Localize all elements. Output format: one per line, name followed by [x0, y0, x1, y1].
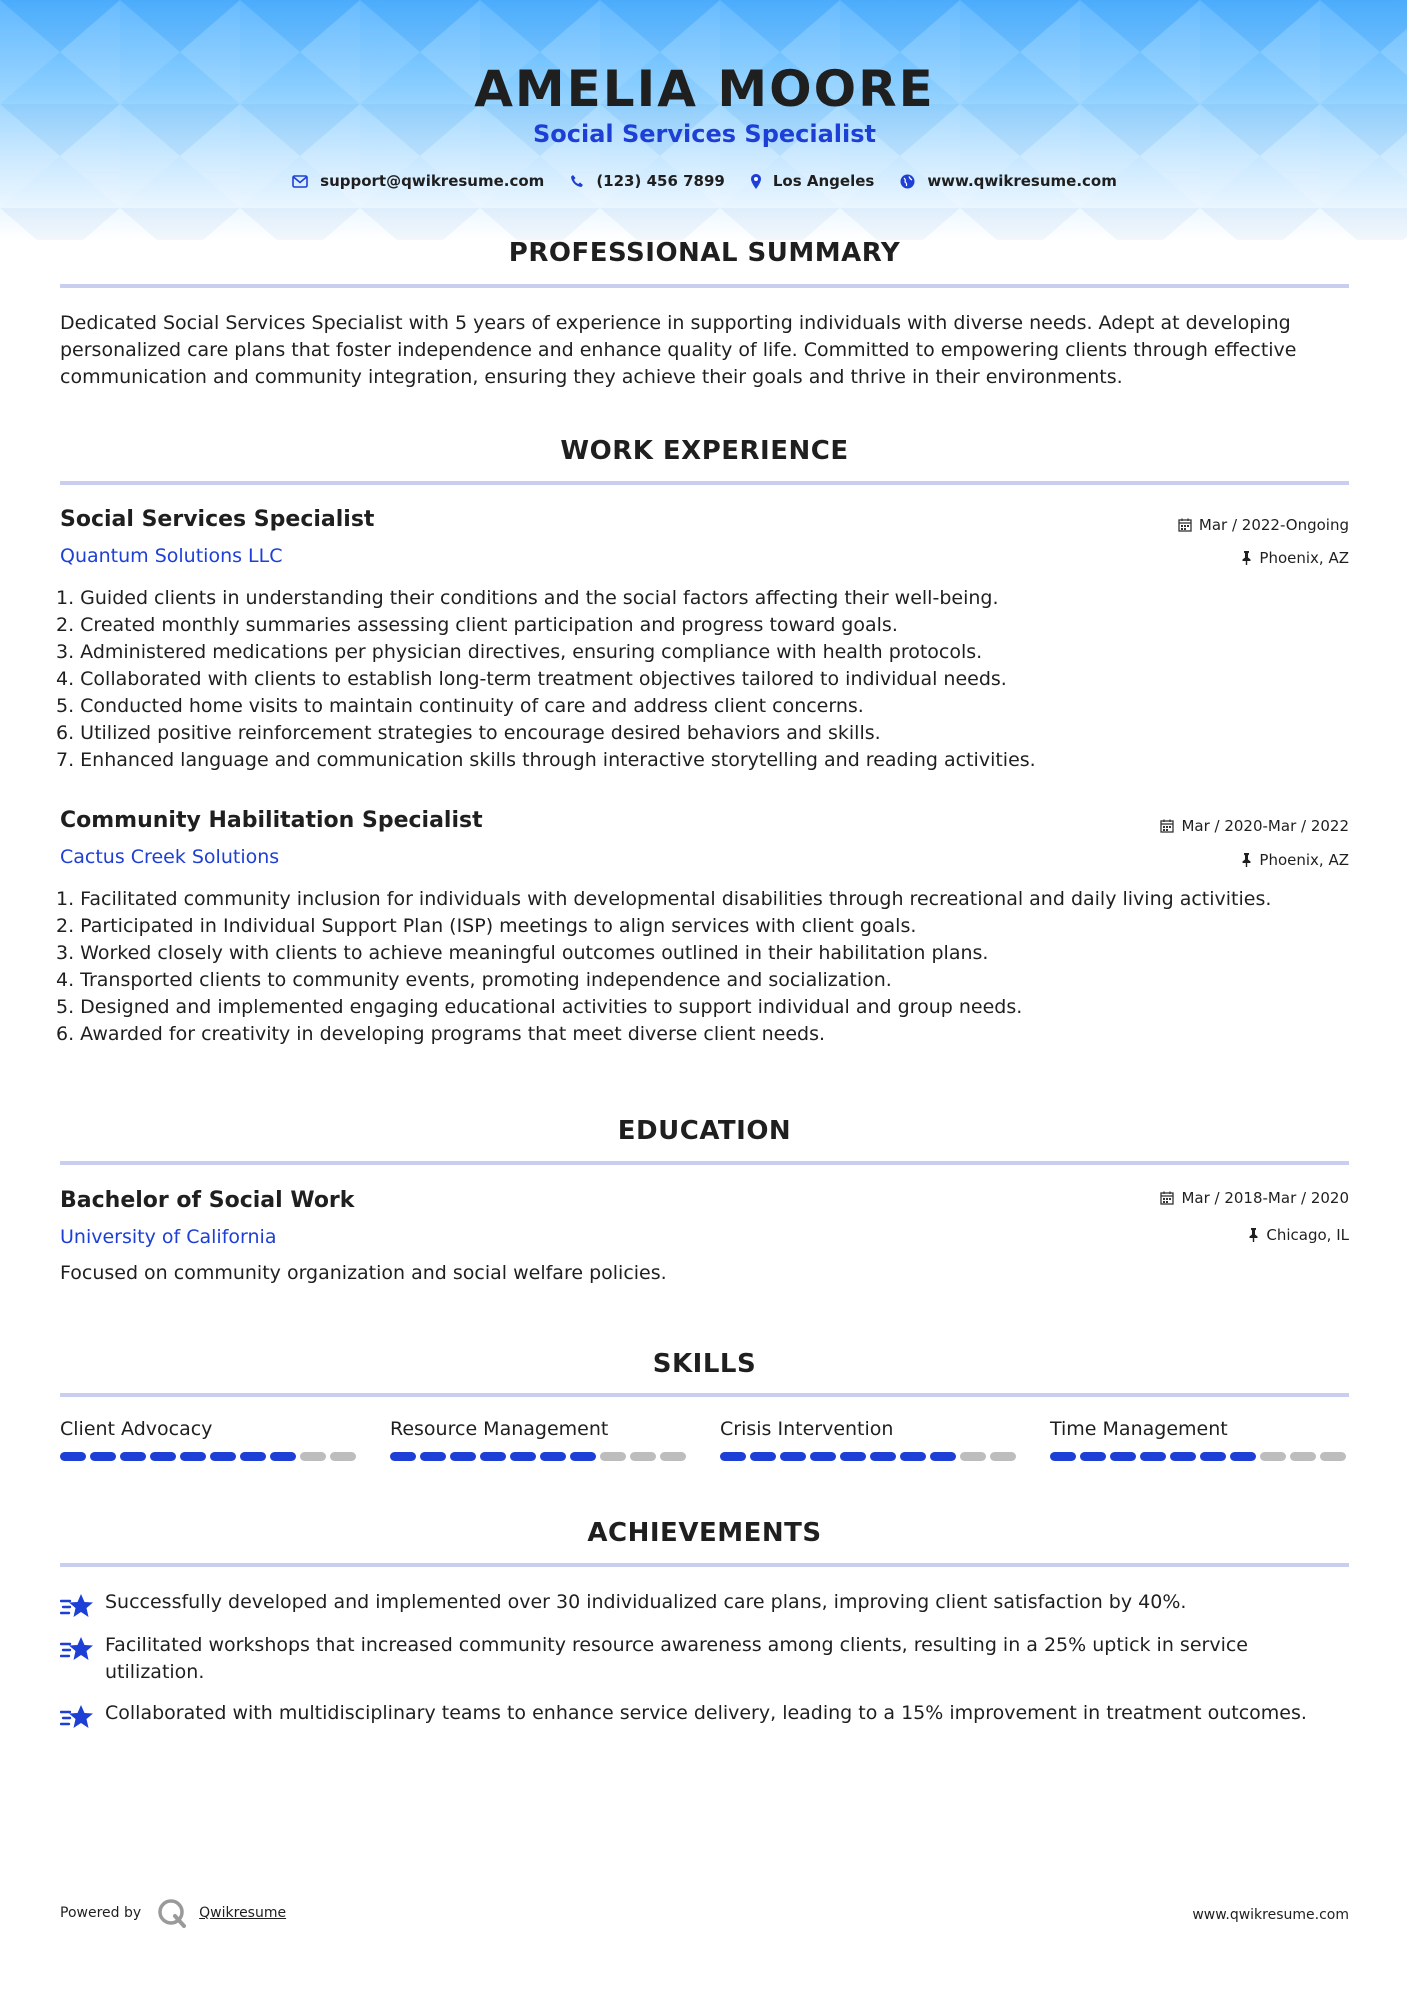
contact-website[interactable]: www.qwikresume.com [900, 172, 1117, 190]
job-1-bullets [56, 585, 1356, 774]
skill-level-segment [1170, 1452, 1196, 1461]
skill-level-segment [840, 1452, 866, 1461]
list-item: 1. Guided clients in understanding their conditions and the social factors affecting their well-being. [56, 587, 999, 609]
skill-level-segment [780, 1452, 806, 1461]
skill-level-segment [1260, 1452, 1286, 1461]
skill-level-bar [1050, 1452, 1350, 1461]
calendar-icon [1160, 819, 1174, 833]
list-item: 3. Administered medications per physician directives, ensuring compliance with health protocols. [56, 641, 983, 663]
summary-heading: PROFESSIONAL SUMMARY [508, 238, 901, 268]
skill-level-segment [60, 1452, 86, 1461]
achievement-item: Collaborated with multidisciplinary teams to enhance service delivery, leading to a 15% improvement in treatment outcomes. [60, 1700, 1349, 1734]
summary-divider [60, 284, 1349, 288]
contact-location: Los Angeles [751, 172, 874, 190]
star-icon [60, 1593, 94, 1619]
skill-level-segment [660, 1452, 686, 1461]
skill-level-segment [1200, 1452, 1226, 1461]
achievements-divider [60, 1563, 1349, 1567]
skill-level-bar [720, 1452, 1020, 1461]
job-2-company[interactable]: Cactus Creek Solutions [60, 846, 280, 868]
skill-level-segment [900, 1452, 926, 1461]
calendar-icon [1178, 518, 1192, 532]
globe-icon [900, 174, 915, 189]
education-degree: Bachelor of Social Work [60, 1188, 355, 1213]
skill-level-segment [210, 1452, 236, 1461]
summary-text: Dedicated Social Services Specialist with 5 years of experience in supporting individuals with diverse needs. Adept at developing personalized care plans that foster independence and enhance quality of life. Committed to empowering clients through effective communication and community integration, ensuring they achieve their goals and thrive in their environments. [60, 312, 1297, 388]
skill-level-segment [420, 1452, 446, 1461]
footer-url[interactable]: www.qwikresume.com [1192, 1907, 1349, 1923]
envelope-icon [292, 175, 308, 188]
list-item: 5. Designed and implemented engaging educational activities to support individual and group needs. [56, 996, 1023, 1018]
skill-level-segment [1080, 1452, 1106, 1461]
skill-level-segment [390, 1452, 416, 1461]
list-item: 4. Collaborated with clients to establish long-term treatment objectives tailored to individual needs. [56, 668, 1007, 690]
skill-name: Crisis Intervention [720, 1418, 894, 1440]
education-heading: EDUCATION [617, 1116, 792, 1146]
qwikresume-logo-icon [157, 1898, 187, 1928]
pushpin-icon [1241, 551, 1252, 565]
skills-heading: SKILLS [652, 1349, 757, 1379]
education-school[interactable]: University of California [60, 1226, 277, 1248]
skill-level-segment [330, 1452, 356, 1461]
list-item: 6. Utilized positive reinforcement strategies to encourage desired behaviors and skills. [56, 722, 881, 744]
job-2-bullets [56, 886, 1356, 1048]
achievement-item: Successfully developed and implemented over 30 individualized care plans, improving client satisfaction by 40%. [60, 1589, 1349, 1623]
list-item: 2. Participated in Individual Support Plan (ISP) meetings to align services with client goals. [56, 915, 917, 937]
job-1-role: Social Services Specialist [60, 507, 375, 532]
skill-level-segment [270, 1452, 296, 1461]
list-item: 2. Created monthly summaries assessing client participation and progress toward goals. [56, 614, 898, 636]
skill-level-bar [60, 1452, 360, 1461]
skill-item [720, 1418, 1020, 1461]
skill-level-segment [150, 1452, 176, 1461]
skill-level-segment [240, 1452, 266, 1461]
list-item: 6. Awarded for creativity in developing programs that meet diverse client needs. [56, 1023, 826, 1045]
skill-level-segment [90, 1452, 116, 1461]
education-dates: Mar / 2018-Mar / 2020 [1160, 1189, 1349, 1207]
contact-email[interactable]: support@qwikresume.com [292, 172, 544, 190]
contact-bar [60, 172, 1349, 190]
skill-item [1050, 1418, 1350, 1461]
skill-item [60, 1418, 360, 1461]
skill-level-segment [480, 1452, 506, 1461]
map-pin-icon [751, 174, 761, 189]
pushpin-icon [1248, 1228, 1259, 1242]
qwikresume-link[interactable]: Qwikresume [199, 1905, 287, 1921]
list-item: 7. Enhanced language and communication skills through interactive storytelling and reading activities. [56, 749, 1036, 771]
job-1-dates: Mar / 2022-Ongoing [1178, 516, 1349, 534]
skill-level-segment [540, 1452, 566, 1461]
achievements-heading: ACHIEVEMENTS [587, 1518, 822, 1548]
calendar-icon [1160, 1191, 1174, 1205]
skill-level-segment [1290, 1452, 1316, 1461]
job-1-location: Phoenix, AZ [1241, 549, 1349, 567]
candidate-title: Social Services Specialist [532, 120, 877, 148]
skill-name: Resource Management [390, 1418, 609, 1440]
list-item: 3. Worked closely with clients to achieve meaningful outcomes outlined in their habilitation plans. [56, 942, 989, 964]
job-2-role: Community Habilitation Specialist [60, 808, 483, 833]
skill-name: Time Management [1050, 1418, 1228, 1440]
contact-phone[interactable]: (123) 456 7899 [570, 172, 725, 190]
skill-level-segment [1230, 1452, 1256, 1461]
skill-level-segment [750, 1452, 776, 1461]
skill-level-segment [120, 1452, 146, 1461]
skill-level-segment [1050, 1452, 1076, 1461]
skill-level-segment [930, 1452, 956, 1461]
education-divider [60, 1161, 1349, 1165]
job-2-location: Phoenix, AZ [1241, 851, 1349, 869]
star-icon [60, 1636, 94, 1662]
footer-powered-by: Powered by Qwikresume [60, 1898, 286, 1928]
skill-level-segment [1110, 1452, 1136, 1461]
skill-level-segment [870, 1452, 896, 1461]
skill-level-segment [300, 1452, 326, 1461]
skill-level-segment [810, 1452, 836, 1461]
experience-heading: WORK EXPERIENCE [560, 436, 849, 466]
skill-level-segment [510, 1452, 536, 1461]
skill-level-segment [1320, 1452, 1346, 1461]
phone-icon [570, 174, 584, 188]
skill-level-segment [1140, 1452, 1166, 1461]
skills-divider [60, 1393, 1349, 1397]
education-description: Focused on community organization and social welfare policies. [60, 1262, 667, 1284]
skill-level-bar [390, 1452, 690, 1461]
skill-level-segment [990, 1452, 1016, 1461]
list-item: 4. Transported clients to community events, promoting independence and socialization. [56, 969, 892, 991]
skill-level-segment [600, 1452, 626, 1461]
job-2-dates: Mar / 2020-Mar / 2022 [1160, 817, 1349, 835]
skill-level-segment [180, 1452, 206, 1461]
experience-divider [60, 481, 1349, 485]
education-location: Chicago, IL [1248, 1226, 1349, 1244]
skill-level-segment [630, 1452, 656, 1461]
skill-name: Client Advocacy [60, 1418, 213, 1440]
achievement-item: Facilitated workshops that increased community resource awareness among clients, resulting in a 25% uptick in service utilization. [60, 1632, 1349, 1686]
skill-item [390, 1418, 690, 1461]
list-item: 5. Conducted home visits to maintain continuity of care and address client concerns. [56, 695, 864, 717]
skill-level-segment [450, 1452, 476, 1461]
list-item: 1. Facilitated community inclusion for individuals with developmental disabilities through recreational and daily living activities. [56, 888, 1272, 910]
skill-level-segment [960, 1452, 986, 1461]
skill-level-segment [720, 1452, 746, 1461]
pushpin-icon [1241, 853, 1252, 867]
skill-level-segment [570, 1452, 596, 1461]
job-1-company[interactable]: Quantum Solutions LLC [60, 545, 283, 567]
star-icon [60, 1704, 94, 1730]
candidate-name: AMELIA MOORE [474, 60, 935, 118]
